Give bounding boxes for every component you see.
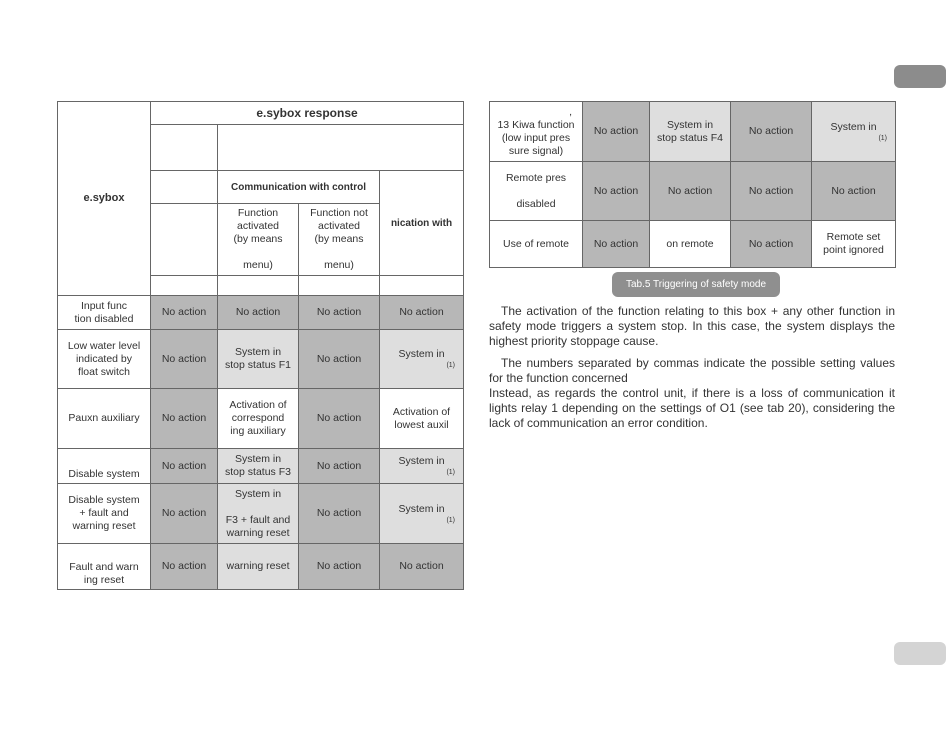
cell: Remote set point ignored bbox=[812, 221, 896, 268]
row-label: Fault and warn ing reset bbox=[58, 544, 151, 590]
footnote-mark: (1) bbox=[446, 516, 456, 524]
header-func-activated: Function activated (by means menu) bbox=[218, 204, 299, 276]
footnote-mark: (1) bbox=[446, 469, 456, 476]
cell: No action bbox=[299, 389, 380, 449]
cell: System in (1) bbox=[380, 449, 464, 484]
cell: No action bbox=[583, 162, 650, 221]
cell: No action bbox=[299, 449, 380, 484]
cell: Activation of correspond ing auxiliary bbox=[218, 389, 299, 449]
table-row bbox=[58, 544, 464, 590]
row-label: Disable system bbox=[58, 449, 151, 484]
cell: System in (1) bbox=[380, 330, 464, 389]
table-row bbox=[58, 296, 464, 330]
cell: System in stop status F3 bbox=[218, 449, 299, 484]
header-empty-4 bbox=[151, 204, 218, 276]
cell: No action bbox=[583, 102, 650, 162]
row-label: Input func tion disabled bbox=[58, 296, 151, 330]
cell: warning reset bbox=[218, 544, 299, 590]
table-row bbox=[58, 330, 464, 389]
cell: No action bbox=[151, 484, 218, 544]
cell: No action bbox=[151, 296, 218, 330]
cell: System in stop status F4 bbox=[650, 102, 731, 162]
header-empty-8 bbox=[380, 276, 464, 296]
cell: Activation of lowest auxil bbox=[380, 389, 464, 449]
cell: No action bbox=[151, 330, 218, 389]
cell: No action bbox=[218, 296, 299, 330]
row-label: Disable system + fault and warning reset bbox=[58, 484, 151, 544]
cell: No action bbox=[299, 544, 380, 590]
row-label: Remote pres disabled bbox=[490, 162, 583, 221]
table-row bbox=[58, 484, 464, 544]
cell: No action bbox=[731, 221, 812, 268]
paragraph-1: The activation of the function relating to this box + any other function in safety mode triggers a system stop. In this case, the system displays the highest priority stoppage cause. bbox=[489, 304, 895, 348]
cell: No action bbox=[583, 221, 650, 268]
cell: No action bbox=[380, 296, 464, 330]
cell: No action bbox=[299, 484, 380, 544]
header-empty-3 bbox=[151, 171, 218, 204]
paragraph-3: Instead, as regards the control unit, if there is a loss of communication it lights relay 1 depending on the settings of O1 (see tab 20), considering the lack of communication an error condition. bbox=[489, 386, 895, 430]
header-response: e.sybox response bbox=[151, 102, 464, 125]
cell: System in (1) bbox=[380, 484, 464, 544]
safety-response-table-right bbox=[489, 101, 896, 268]
table-row bbox=[58, 389, 464, 449]
footnote-mark: (1) bbox=[878, 134, 887, 142]
cell: No action bbox=[299, 330, 380, 389]
table-row bbox=[490, 102, 896, 162]
header-empty-5 bbox=[151, 276, 218, 296]
footnote-mark: (1) bbox=[446, 362, 456, 369]
cell: No action bbox=[151, 544, 218, 590]
table-caption: Tab.5 Triggering of safety mode bbox=[612, 272, 780, 297]
row-label: Use of remote bbox=[490, 221, 583, 268]
row-label: , 13 Kiwa function (low input pres sure signal) bbox=[490, 102, 583, 162]
safety-response-table-left bbox=[57, 101, 464, 590]
cell: No action bbox=[812, 162, 896, 221]
side-tab-dark bbox=[894, 65, 946, 88]
row-label: Low water level indicated by float switch bbox=[58, 330, 151, 389]
cell: No action bbox=[299, 296, 380, 330]
table-row bbox=[58, 449, 464, 484]
header-empty-2 bbox=[218, 125, 464, 171]
cell: No action bbox=[151, 389, 218, 449]
cell: System in F3 + fault and warning reset bbox=[218, 484, 299, 544]
cell: No action bbox=[731, 162, 812, 221]
header-func-not-activated: Function not activated (by means menu) bbox=[299, 204, 380, 276]
header-comm-with: nication with bbox=[380, 171, 464, 276]
header-esybox: e.sybox bbox=[58, 102, 151, 296]
cell: No action bbox=[650, 162, 731, 221]
cell: System in stop status F1 bbox=[218, 330, 299, 389]
cell: No action bbox=[151, 449, 218, 484]
table-row bbox=[490, 221, 896, 268]
header-empty-6 bbox=[218, 276, 299, 296]
cell: No action bbox=[731, 102, 812, 162]
cell: System in (1) bbox=[812, 102, 896, 162]
paragraph-2: The numbers separated by commas indicate the possible setting values for the function concerned bbox=[489, 356, 895, 385]
cell: on remote bbox=[650, 221, 731, 268]
header-comm-control: Communication with control bbox=[218, 171, 380, 204]
cell: No action bbox=[380, 544, 464, 590]
row-label: Pauxn auxiliary bbox=[58, 389, 151, 449]
side-tab-light bbox=[894, 642, 946, 665]
header-empty-7 bbox=[299, 276, 380, 296]
header-empty-1 bbox=[151, 125, 218, 171]
table-row bbox=[490, 162, 896, 221]
